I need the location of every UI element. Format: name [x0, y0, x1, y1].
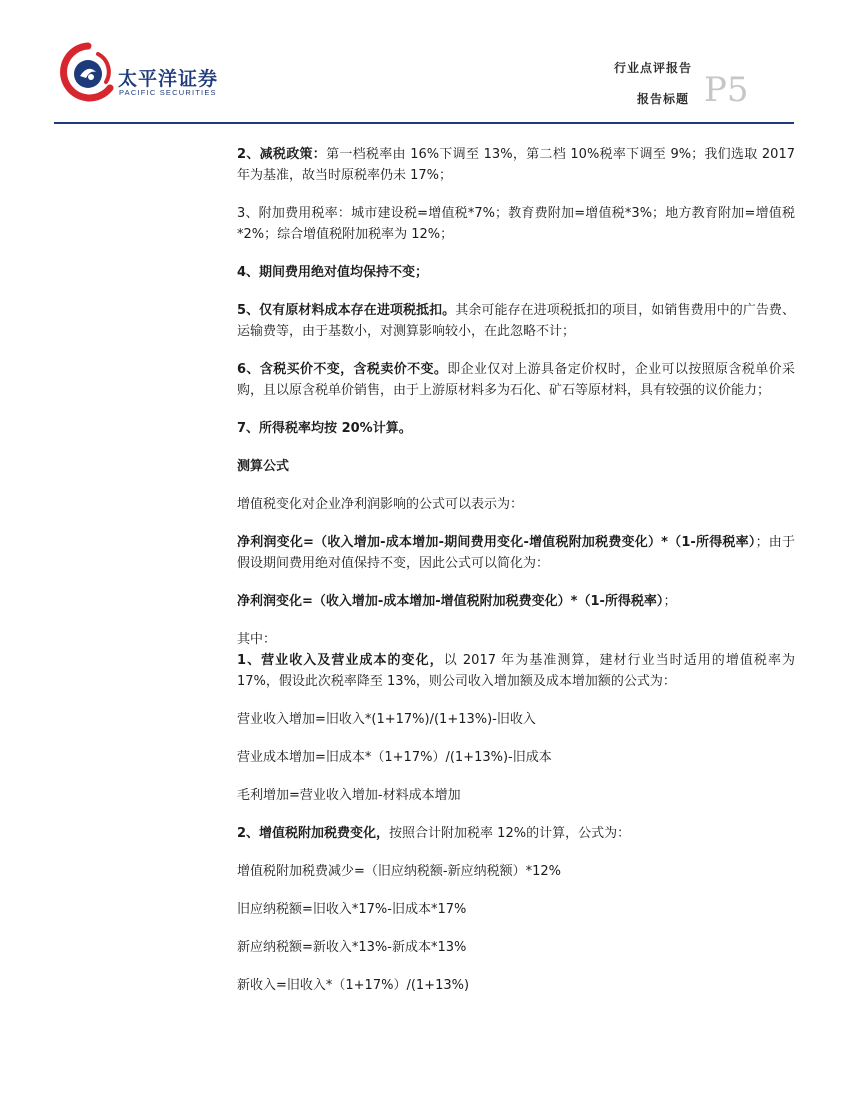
logo-chinese-name: 太平洋证券: [118, 68, 219, 90]
formula-surcharge-decrease: 增值税附加税费减少=（旧应纳税额-新应纳税额）*12%: [237, 864, 561, 879]
net-profit-formula-simplified-expr: 净利润变化=（收入增加-成本增加-增值税附加税费变化）*（1-所得税率）: [237, 594, 664, 609]
formula-gross-profit-increase: 毛利增加=营业收入增加-材料成本增加: [237, 788, 461, 803]
assumption-prices-text: 即企业仅对上游具备定价权时，企业可以按照原含税单价采购，且以原含税单价销售，由于上游原材料多为石化、矿石等原材料，具有较强的议价能力；: [237, 362, 795, 398]
revenue-cost-change: [237, 650, 795, 692]
pacific-securities-logo-icon: [58, 42, 118, 106]
report-type-label: 行业点评报告: [614, 61, 693, 75]
net-profit-formula-full: [237, 532, 795, 574]
revenue-cost-change-text: 以 2017 年为基准测算，建材行业当时适用的增值税率为 17%，假设此次税率降至 13%，则公司收入增加额及成本增加额的公式为：: [237, 653, 796, 689]
document-body: [237, 144, 795, 1013]
company-logo: [58, 42, 258, 112]
formula-cost-increase: 营业成本增加=旧成本*（1+17%）/(1+13%)-旧成本: [237, 750, 552, 765]
assumption-income-tax: [237, 418, 795, 439]
surcharge-change-title: 2、增值税附加税费变化，: [237, 826, 390, 841]
formula-intro: 增值税变化对企业净利润影响的公式可以表示为：: [237, 497, 524, 512]
assumption-period-expenses: [237, 262, 795, 283]
page-header: [0, 0, 850, 130]
section-heading-formula: 测算公式: [237, 459, 290, 474]
assumption-input-tax-title: 5、仅有原材料成本存在进项税抵扣。: [237, 303, 456, 318]
assumption-surcharge-rate: 3、附加费用税率：城市建设税=增值税*7%；教育费附加=增值税*3%；地方教育附加=增值税*2%；综合增值税附加税率为 12%；: [237, 206, 795, 242]
where-label: 其中：: [237, 632, 277, 647]
assumption-period-expenses-title: 4、期间费用绝对值均保持不变；: [237, 265, 429, 280]
surcharge-change: [237, 823, 795, 844]
net-profit-formula-full-note: ；由于假设期间费用绝对值保持不变，因此公式可以简化为：: [237, 535, 795, 571]
assumption-prices-title: 6、含税买价不变，含税卖价不变。: [237, 362, 448, 377]
assumption-tax-cut-title: 2、减税政策：: [237, 147, 327, 162]
page-number: P5: [704, 70, 749, 110]
net-profit-formula-simplified-end: ；: [663, 594, 677, 609]
report-title-label: 报告标题: [637, 92, 690, 106]
logo-english-name: PACIFIC SECURITIES: [119, 88, 217, 97]
assumption-tax-cut: [237, 144, 795, 186]
formula-revenue-increase: 营业收入增加=旧收入*(1+17%)/(1+13%)-旧收入: [237, 712, 536, 727]
assumption-income-tax-title: 7、所得税率均按 20%计算。: [237, 421, 412, 436]
surcharge-change-text: 按照合计附加税率 12%的计算，公式为：: [389, 826, 631, 841]
net-profit-formula-simplified: [237, 591, 795, 612]
assumption-tax-cut-text: 第一档税率由 16%下调至 13%，第二档 10%税率下调至 9%；我们选取 2017 年为基准，故当时原税率仍未 17%；: [237, 147, 796, 183]
formula-new-revenue: 新收入=旧收入*（1+17%）/(1+13%): [237, 978, 470, 993]
assumption-input-tax: [237, 300, 795, 342]
formula-new-tax-payable: 新应纳税额=新收入*13%-新成本*13%: [237, 940, 467, 955]
formula-old-tax-payable: 旧应纳税额=旧收入*17%-旧成本*17%: [237, 902, 467, 917]
assumption-prices: [237, 359, 795, 401]
net-profit-formula-full-expr: 净利润变化=（收入增加-成本增加-期间费用变化-增值税附加税费变化）*（1-所得税率）: [237, 535, 756, 550]
revenue-cost-change-title: 1、营业收入及营业成本的变化，: [237, 653, 444, 668]
header-divider: [54, 122, 794, 124]
assumption-input-tax-text: 其余可能存在进项税抵扣的项目，如销售费用中的广告费、运输费等，由于基数小，对测算影响较小，在此忽略不计；: [237, 303, 795, 339]
